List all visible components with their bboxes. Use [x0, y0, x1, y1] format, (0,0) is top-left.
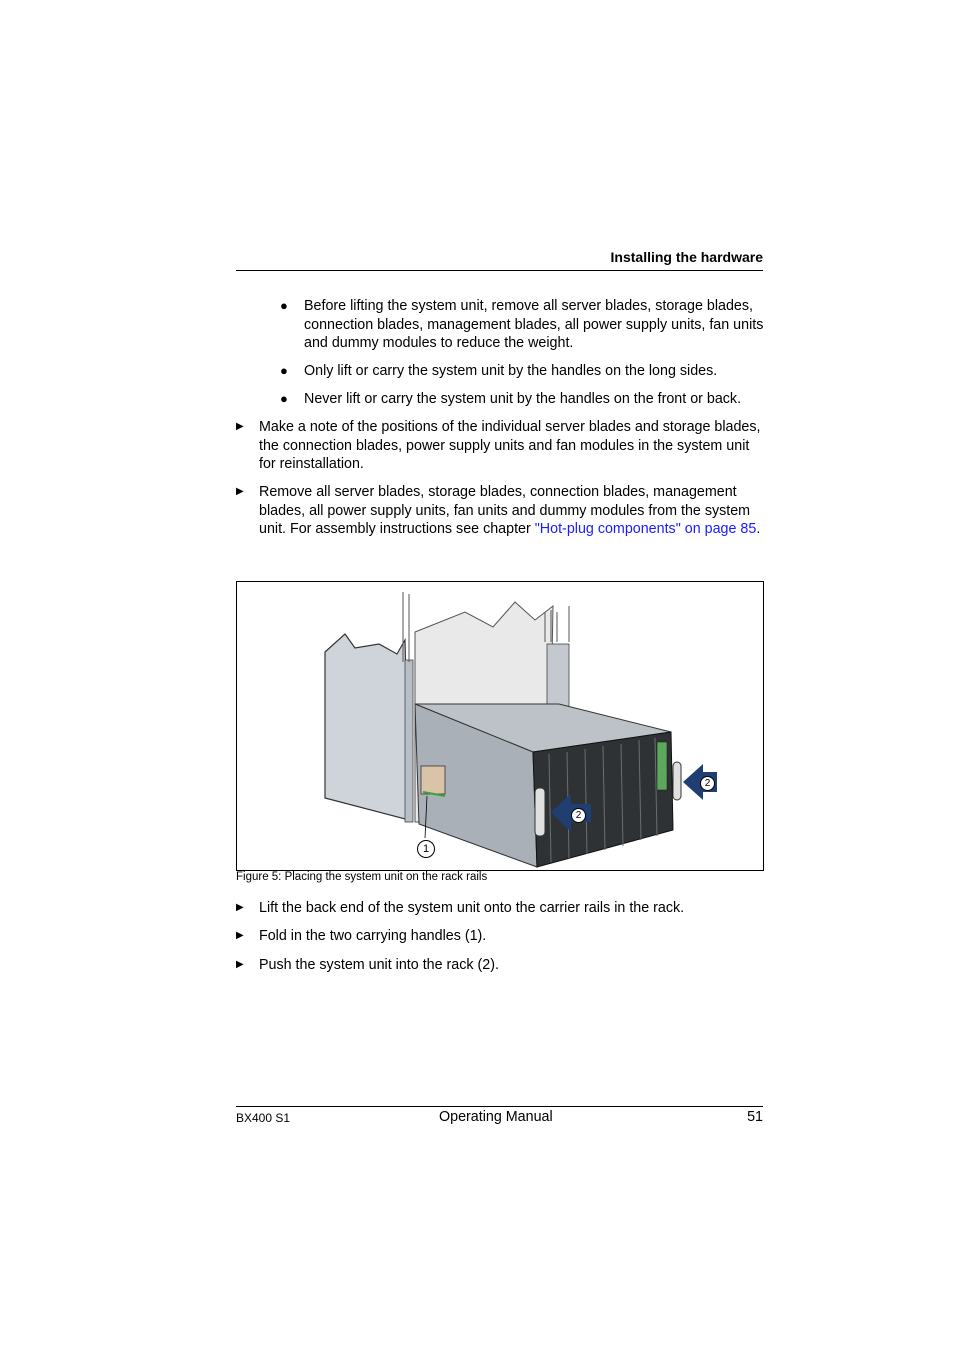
step-arrow-icon: ▶: [236, 959, 244, 970]
step-item: Push the system unit into the rack (2).: [259, 957, 499, 973]
callout-1: 1: [417, 840, 435, 858]
step-arrow-icon: ▶: [236, 421, 244, 432]
step-arrow-icon: ▶: [236, 902, 244, 913]
caution-item: Before lifting the system unit, remove all server blades, storage blades, connection blades, management blades, all power supply units, fan units and dummy modules to reduce the weight.: [304, 298, 764, 352]
status-led-strip: [657, 742, 667, 790]
rack-left-side: [325, 634, 409, 820]
step-text-end: .: [756, 521, 761, 538]
step-arrow-icon: ▶: [236, 486, 244, 497]
left-rack-rail: [405, 660, 413, 822]
step-arrow-icon: ▶: [236, 930, 244, 941]
step-item: Make a note of the positions of the individual server blades and storage blades, the connection blades, power supply units and fan modules in the system unit for reinstallation.: [259, 419, 761, 473]
section-title: Installing the hardware: [610, 249, 763, 265]
manual-title: Operating Manual: [439, 1109, 553, 1125]
step-item: Lift the back end of the system unit onto the carrier rails in the rack.: [259, 900, 685, 916]
bullet-icon: ●: [280, 363, 288, 378]
callout-2: 2: [571, 808, 586, 823]
figure-frame: [236, 581, 764, 871]
header-rule: [236, 270, 763, 271]
callout-2: 2: [700, 776, 715, 791]
bullet-icon: ●: [280, 391, 288, 406]
caution-item: Only lift or carry the system unit by the handles on the long sides.: [304, 363, 718, 379]
step-item: [259, 483, 769, 539]
step-item: Fold in the two carrying handles (1).: [259, 928, 487, 944]
product-name: BX400 S1: [236, 1111, 291, 1125]
hot-plug-link[interactable]: "Hot-plug components" on page 85: [534, 521, 757, 538]
footer-rule: [236, 1106, 763, 1107]
back-handle: [673, 762, 681, 800]
bullet-icon: ●: [280, 298, 288, 313]
page-number: 51: [747, 1109, 763, 1125]
carrying-handle: [421, 766, 445, 794]
figure-caption: Figure 5: Placing the system unit on the rack rails: [236, 871, 488, 883]
step-text: Remove all server blades, storage blades, connection blades, management blades, all power supply units, fan units and dummy modules from the system unit. For assembly instructions see chapter: [259, 484, 751, 538]
rack-installation-illustration: [237, 582, 763, 870]
front-handle: [535, 788, 545, 836]
caution-item: Never lift or carry the system unit by the handles on the front or back.: [304, 391, 742, 407]
